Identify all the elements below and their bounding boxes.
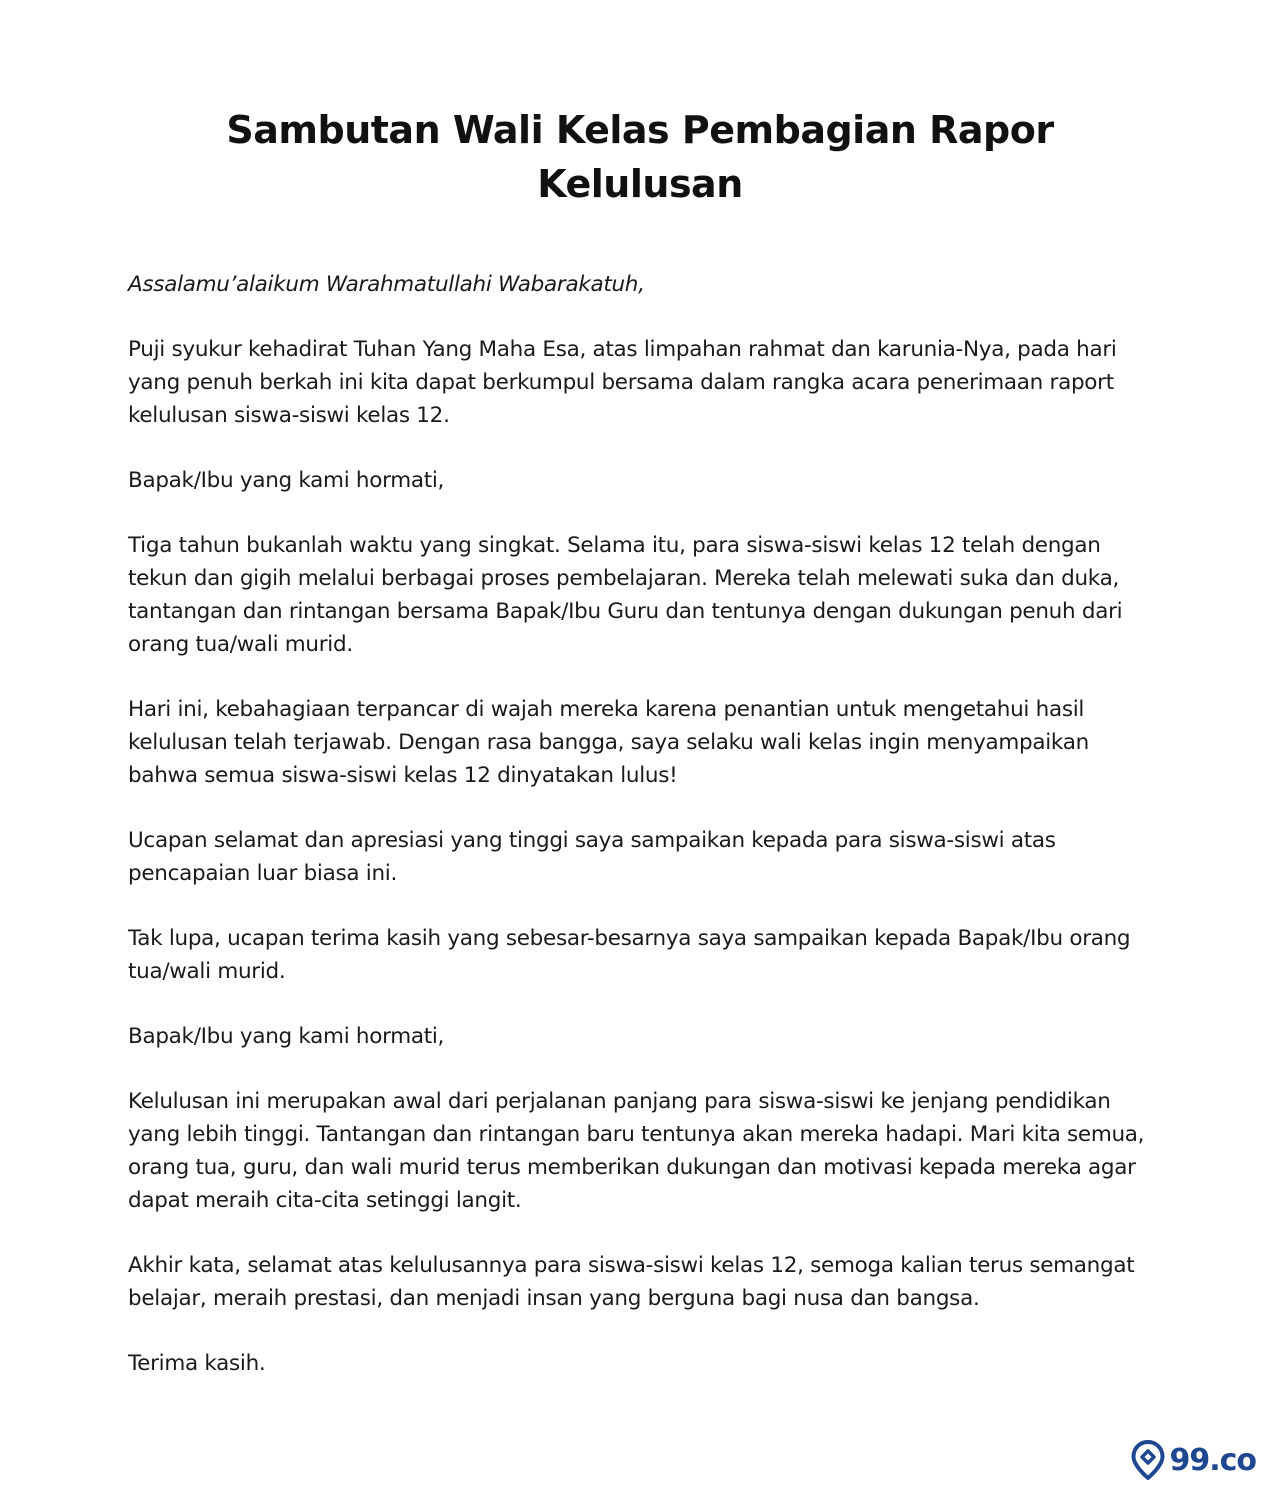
paragraph-closing: Akhir kata, selamat atas kelulusannya para siswa-siswi kelas 12, semoga kalian terus semangat belajar, meraih prestasi, dan menjadi insan yang berguna bagi nusa dan bangsa.	[128, 1253, 1135, 1311]
paragraph-address-1: Bapak/Ibu yang kami hormati,	[128, 468, 445, 493]
paragraph-address-2: Bapak/Ibu yang kami hormati,	[128, 1024, 445, 1049]
paragraph-three-years: Tiga tahun bukanlah waktu yang singkat. Selama itu, para siswa-siswi kelas 12 telah dengan tekun dan gigih melalui berbagai proses pembelajaran. Mereka telah melewati suka dan duka, tantangan dan rintangan bersama Bapak/Ibu Guru dan tentunya dengan dukungan penuh dari orang tua/wali murid.	[128, 533, 1123, 657]
paragraph-journey: Kelulusan ini merupakan awal dari perjalanan panjang para siswa-siswi ke jenjang pendidikan yang lebih tinggi. Tantangan dan rintangan baru tentunya akan mereka hadapi. Mari kita semua, orang tua, guru, dan wali murid terus memberikan dukungan dan motivasi kepada mereka agar dapat meraih cita-cita setinggi langit.	[128, 1089, 1145, 1213]
location-pin-icon	[1131, 1440, 1165, 1480]
paragraph-congratulations: Ucapan selamat dan apresiasi yang tinggi saya sampaikan kepada para siswa-siswi atas pencapaian luar biasa ini.	[128, 828, 1056, 886]
paragraph-sign-off: Terima kasih.	[128, 1351, 266, 1376]
paragraph-opening: Puji syukur kehadirat Tuhan Yang Maha Esa, atas limpahan rahmat dan karunia-Nya, pada hari yang penuh berkah ini kita dapat berkumpul bersama dalam rangka acara penerimaan raport kelulusan siswa-siswi kelas 12.	[128, 337, 1117, 428]
brand-logo	[1131, 1440, 1256, 1480]
brand-logo-text: 99.co	[1169, 1442, 1256, 1478]
document-title: Sambutan Wali Kelas Pembagian Rapor Kelulusan	[226, 108, 1054, 206]
greeting: Assalamu’alaikum Warahmatullahi Wabarakatuh,	[128, 272, 645, 297]
paragraph-announcement: Hari ini, kebahagiaan terpancar di wajah mereka karena penantian untuk mengetahui hasil kelulusan telah terjawab. Dengan rasa bangga, saya selaku wali kelas ingin menyampaikan bahwa semua siswa-siswi kelas 12 dinyatakan lulus!	[128, 697, 1089, 788]
paragraph-thanks-parents: Tak lupa, ucapan terima kasih yang sebesar-besarnya saya sampaikan kepada Bapak/Ibu orang tua/wali murid.	[128, 926, 1131, 984]
document-body	[128, 268, 1158, 1412]
